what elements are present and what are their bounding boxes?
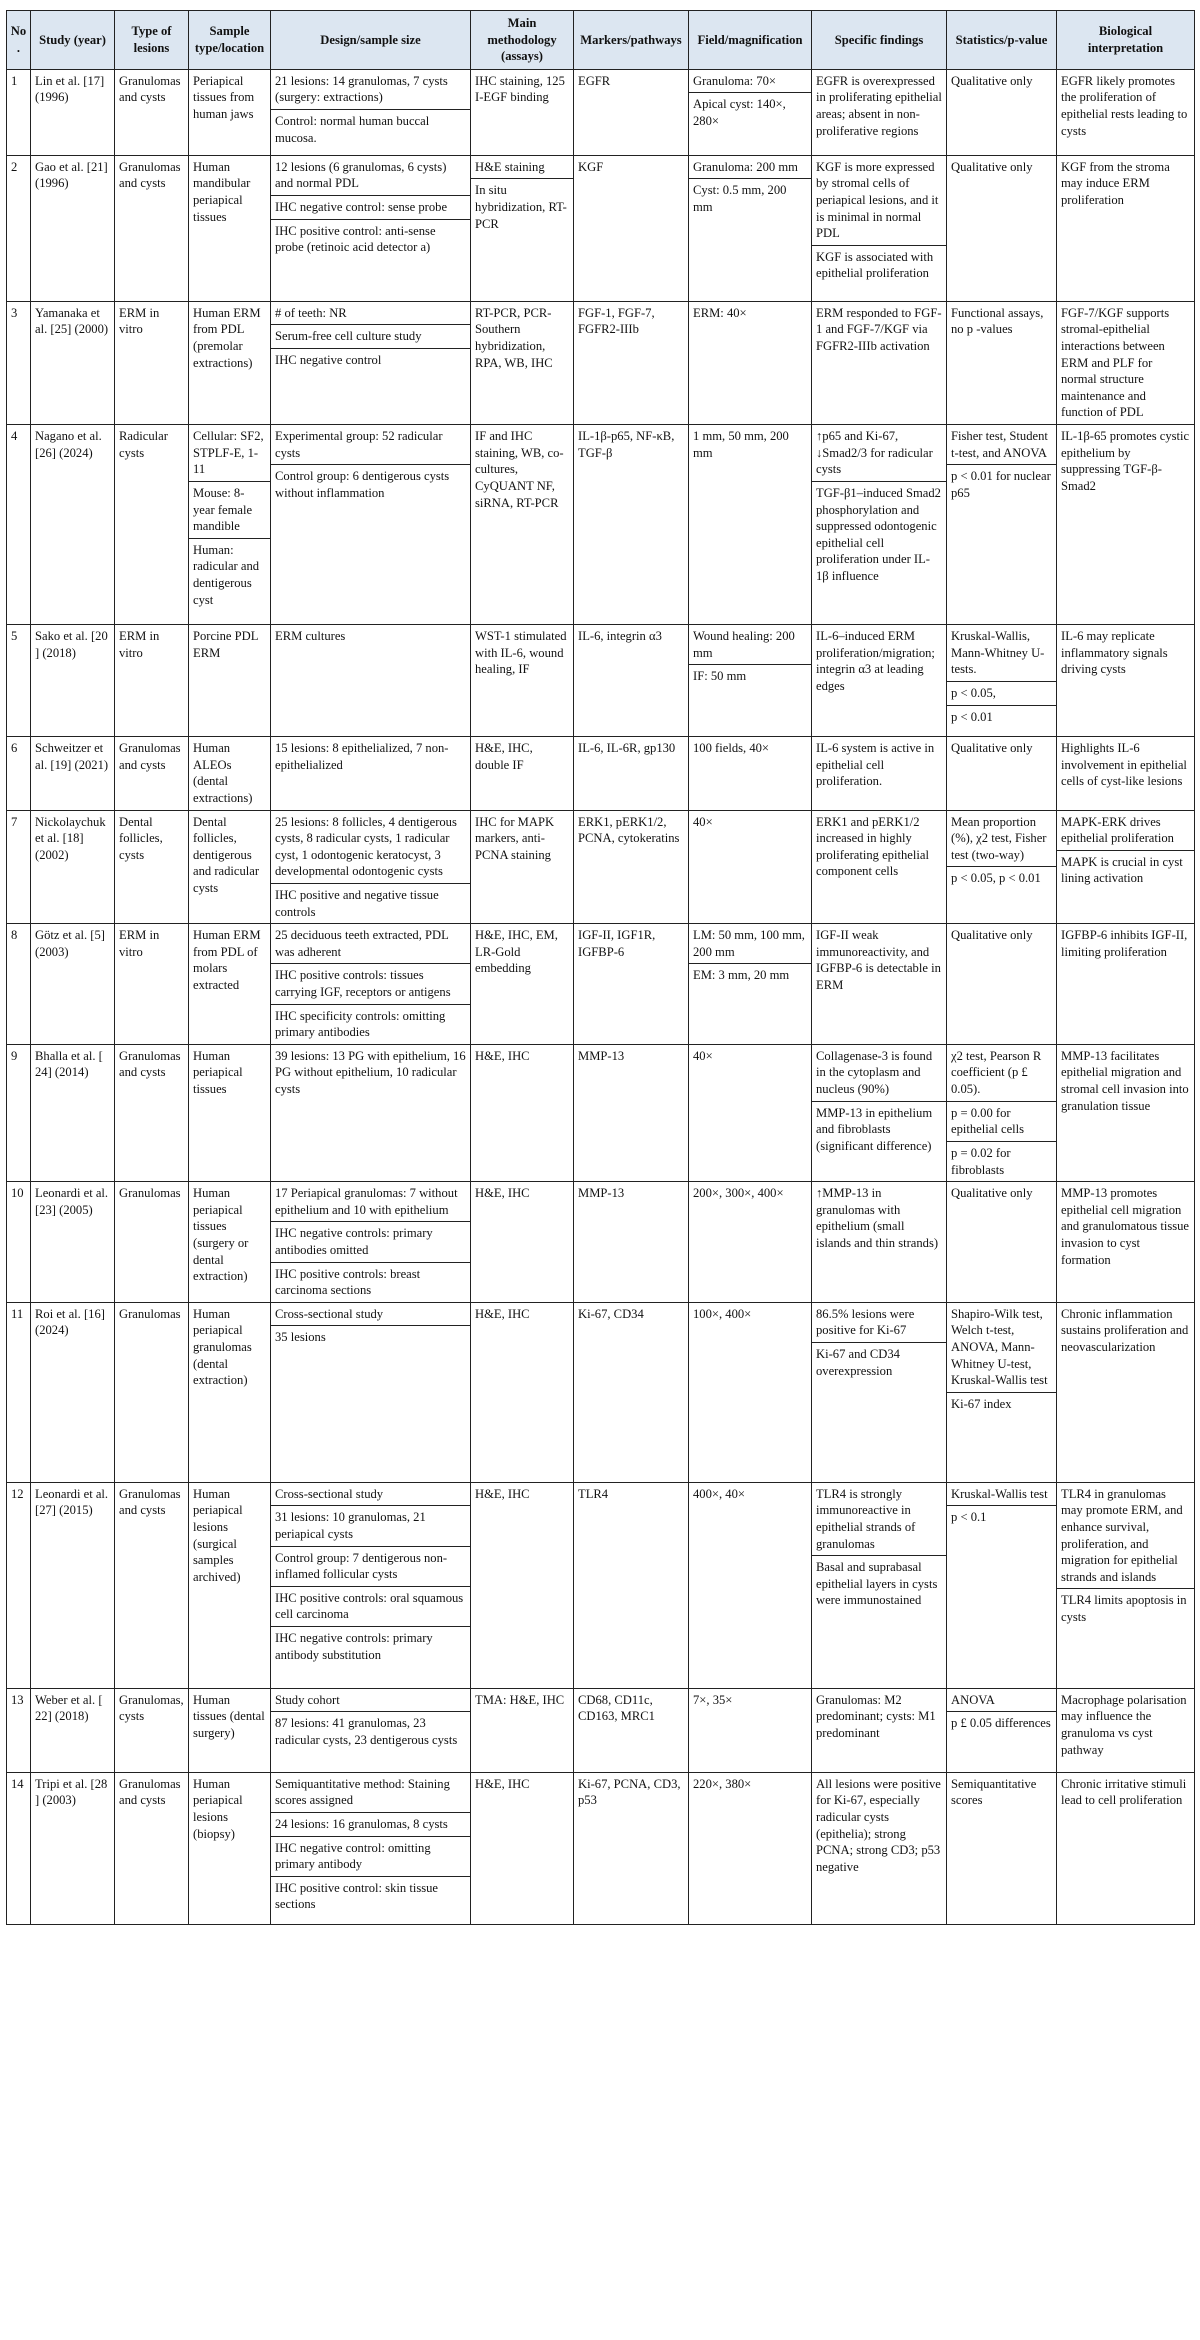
stats-cell-entry: Mean proportion (%), χ2 test, Fisher test (two-way): [947, 811, 1056, 868]
column-header: No.: [7, 11, 31, 70]
row-number: 10: [7, 1182, 31, 1303]
interpretation-cell: EGFR likely promotes the proliferation of epithelial rests leading to cysts: [1057, 69, 1195, 155]
methods-cell: H&E, IHC: [471, 1482, 574, 1688]
findings-cell: All lesions were positive for Ki-67, especially radicular cysts (epithelia); strong PCNA; strong CD3; p53 negative: [812, 1772, 947, 1924]
markers-cell: IGF-II, IGF1R, IGFBP-6: [574, 924, 689, 1045]
findings-cell: IL-6 system is active in epithelial cell proliferation.: [812, 737, 947, 810]
column-header: Statistics/p-value: [947, 11, 1057, 70]
design-cell: [271, 1772, 471, 1924]
findings-cell-entry: MMP-13 in epithelium and fibroblasts (significant difference): [816, 1105, 933, 1153]
methods-cell: H&E, IHC: [471, 1772, 574, 1924]
stats-cell: [947, 1482, 1057, 1688]
field-cell: 7×, 35×: [689, 1688, 812, 1772]
field-cell: 200×, 300×, 400×: [689, 1182, 812, 1303]
sample-cell-entry: Cellular: SF2, STPLF-E, 1-11: [189, 425, 270, 482]
field-cell: 400×, 40×: [689, 1482, 812, 1688]
findings-cell-entry: TLR4 is strongly immunoreactive in epithelial strands of granulomas: [812, 1483, 946, 1556]
design-cell-entry: IHC negative control: omitting primary antibody: [271, 1837, 470, 1877]
field-cell-entry: Granuloma: 200 mm: [689, 156, 811, 180]
design-cell: [271, 810, 471, 924]
lesion-type-cell: Granulomas and cysts: [115, 69, 189, 155]
interpretation-cell: [1057, 810, 1195, 924]
lesion-type-cell: Granulomas and cysts: [115, 155, 189, 301]
sample-cell-entry: Mouse: 8-year female mandible: [189, 482, 270, 539]
stats-cell: Qualitative only: [947, 155, 1057, 301]
row-number: 13: [7, 1688, 31, 1772]
markers-cell: Ki-67, PCNA, CD3, p53: [574, 1772, 689, 1924]
study-cell: Tripi et al. [28 ] (2003): [31, 1772, 115, 1924]
interpretation-cell-entry: MAPK-ERK drives epithelial proliferation: [1057, 811, 1194, 851]
interpretation-cell-entry: TLR4 in granulomas may promote ERM, and enhance survival, proliferation, and migration for epithelial strands and islands: [1057, 1483, 1194, 1590]
study-cell: Weber et al. [ 22] (2018): [31, 1688, 115, 1772]
sample-cell: Human periapical lesions (surgical samples archived): [189, 1482, 271, 1688]
field-cell-entry: EM: 3 mm, 20 mm: [693, 968, 790, 983]
field-cell-entry: IF: 50 mm: [693, 669, 747, 684]
methods-cell: H&E, IHC: [471, 1044, 574, 1181]
column-header: Sample type/location: [189, 11, 271, 70]
stats-cell-entry: χ2 test, Pearson R coefficient (p £ 0.05).: [947, 1045, 1056, 1102]
findings-cell-entry: KGF is associated with epithelial proliferation: [816, 249, 934, 281]
findings-cell: [812, 155, 947, 301]
findings-cell: [812, 1044, 947, 1181]
field-cell: [689, 155, 812, 301]
field-cell: [689, 924, 812, 1045]
field-cell: ERM: 40×: [689, 301, 812, 424]
markers-cell: MMP-13: [574, 1182, 689, 1303]
stats-cell: Qualitative only: [947, 737, 1057, 810]
stats-cell: Qualitative only: [947, 1182, 1057, 1303]
table-row: [7, 1482, 1195, 1688]
interpretation-cell: KGF from the stroma may induce ERM proliferation: [1057, 155, 1195, 301]
design-cell-entry: IHC positive control: skin tissue sections: [275, 1880, 439, 1912]
interpretation-cell: MMP-13 promotes epithelial cell migration and granulomatous tissue invasion to cyst formation: [1057, 1182, 1195, 1303]
sample-cell: Human tissues (dental surgery): [189, 1688, 271, 1772]
field-cell-entry: LM: 50 mm, 100 mm, 200 mm: [689, 924, 811, 964]
stats-cell: [947, 425, 1057, 625]
design-cell-entry: Experimental group: 52 radicular cysts: [271, 425, 470, 465]
interpretation-cell: Macrophage polarisation may influence the granuloma vs cyst pathway: [1057, 1688, 1195, 1772]
design-cell: [271, 1302, 471, 1482]
sample-cell: Human periapical tissues: [189, 1044, 271, 1181]
findings-cell: ↑MMP-13 in granulomas with epithelium (small islands and thin strands): [812, 1182, 947, 1303]
design-cell: ERM cultures: [271, 625, 471, 737]
table-body: [7, 69, 1195, 1924]
methods-cell-entry: In situ hybridization, RT-PCR: [475, 183, 567, 231]
stats-cell: [947, 1688, 1057, 1772]
study-cell: Roi et al. [16] (2024): [31, 1302, 115, 1482]
methods-cell: IHC staining, 125 I-EGF binding: [471, 69, 574, 155]
stats-cell: [947, 1302, 1057, 1482]
study-cell: Bhalla et al. [ 24] (2014): [31, 1044, 115, 1181]
interpretation-cell: [1057, 1482, 1195, 1688]
lesion-type-cell: Granulomas and cysts: [115, 737, 189, 810]
markers-cell: IL-6, IL-6R, gp130: [574, 737, 689, 810]
design-cell-entry: Control group: 6 dentigerous cysts without inflammation: [275, 469, 450, 500]
methods-cell-entry: H&E staining: [471, 156, 573, 180]
study-cell: Nickolaychuk et al. [18] (2002): [31, 810, 115, 924]
sample-cell: Human ALEOs (dental extractions): [189, 737, 271, 810]
findings-cell: IL-6–induced ERM proliferation/migration; integrin α3 at leading edges: [812, 625, 947, 737]
findings-cell-entry: Basal and suprabasal epithelial layers in cysts were immunostained: [816, 1560, 938, 1608]
sample-cell: Human mandibular periapical tissues: [189, 155, 271, 301]
design-cell: [271, 1182, 471, 1303]
row-number: 5: [7, 625, 31, 737]
sample-cell: Human periapical granulomas (dental extraction): [189, 1302, 271, 1482]
column-header: Study (year): [31, 11, 115, 70]
table-row: [7, 69, 1195, 155]
field-cell: 100 fields, 40×: [689, 737, 812, 810]
stats-cell: [947, 1044, 1057, 1181]
design-cell-entry: 35 lesions: [275, 1330, 326, 1345]
row-number: 9: [7, 1044, 31, 1181]
design-cell-entry: IHC negative controls: primary antibodies omitted: [271, 1222, 470, 1262]
field-cell: 40×: [689, 1044, 812, 1181]
markers-cell: IL-6, integrin α3: [574, 625, 689, 737]
field-cell: 100×, 400×: [689, 1302, 812, 1482]
design-cell-entry: # of teeth: NR: [271, 302, 470, 326]
table-row: [7, 425, 1195, 625]
lesion-type-cell: ERM in vitro: [115, 924, 189, 1045]
stats-cell-entry: p < 0.01: [951, 709, 993, 724]
field-cell-entry: Cyst: 0.5 mm, 200 mm: [693, 183, 787, 215]
design-cell-entry: 87 lesions: 41 granulomas, 23 radicular cysts, 23 dentigerous cysts: [275, 1716, 458, 1747]
interpretation-cell: IL-1β-65 promotes cystic epithelium by suppressing TGF-β-Smad2: [1057, 425, 1195, 625]
stats-cell: Functional assays, no p -values: [947, 301, 1057, 424]
sample-cell: Human ERM from PDL (premolar extractions): [189, 301, 271, 424]
stats-cell-entry: p < 0.01 for nuclear p65: [951, 469, 1051, 500]
design-cell-entry: IHC negative control: sense probe: [271, 196, 470, 220]
design-cell-entry: 25 deciduous teeth extracted, PDL was adherent: [271, 924, 470, 964]
findings-cell-entry: 86.5% lesions were positive for Ki-67: [812, 1303, 946, 1343]
markers-cell: EGFR: [574, 69, 689, 155]
methods-cell: IHC for MAPK markers, anti-PCNA staining: [471, 810, 574, 924]
lesion-type-cell: Granulomas: [115, 1302, 189, 1482]
stats-cell: Semiquantitative scores: [947, 1772, 1057, 1924]
design-cell-entry: 24 lesions: 16 granulomas, 8 cysts: [271, 1813, 470, 1837]
column-header: Type of lesions: [115, 11, 189, 70]
design-cell-entry: Cross-sectional study: [271, 1303, 470, 1327]
design-cell-entry: IHC negative control: [275, 353, 382, 368]
lesion-type-cell: Granulomas and cysts: [115, 1044, 189, 1181]
row-number: 8: [7, 924, 31, 1045]
sample-cell-entry: Human: radicular and dentigerous cyst: [193, 542, 260, 607]
column-header: Field/magnification: [689, 11, 812, 70]
column-header: Biological interpretation: [1057, 11, 1195, 70]
interpretation-cell: MMP-13 facilitates epithelial migration and stromal cell invasion into granulation tissue: [1057, 1044, 1195, 1181]
methods-cell: RT-PCR, PCR-Southern hybridization, RPA, WB, IHC: [471, 301, 574, 424]
study-cell: Yamanaka et al. [25] (2000): [31, 301, 115, 424]
table-row: [7, 810, 1195, 924]
sample-cell: Dental follicles, dentigerous and radicular cysts: [189, 810, 271, 924]
column-header: Markers/pathways: [574, 11, 689, 70]
design-cell-entry: IHC positive controls: oral squamous cell carcinoma: [271, 1587, 470, 1627]
sample-cell: Human periapical tissues (surgery or dental extraction): [189, 1182, 271, 1303]
interpretation-cell: IGFBP-6 inhibits IGF-II, limiting proliferation: [1057, 924, 1195, 1045]
design-cell-entry: IHC positive controls: tissues carrying IGF, receptors or antigens: [271, 964, 470, 1004]
row-number: 12: [7, 1482, 31, 1688]
field-cell: 1 mm, 50 mm, 200 mm: [689, 425, 812, 625]
markers-cell: MMP-13: [574, 1044, 689, 1181]
design-cell: [271, 69, 471, 155]
design-cell-entry: 12 lesions (6 granulomas, 6 cysts) and normal PDL: [271, 156, 470, 196]
methods-cell: H&E, IHC: [471, 1302, 574, 1482]
methods-cell: IF and IHC staining, WB, co-cultures, CyQUANT NF, siRNA, RT-PCR: [471, 425, 574, 625]
design-cell-entry: 21 lesions: 14 granulomas, 7 cysts (surgery: extractions): [271, 70, 470, 110]
table-row: [7, 155, 1195, 301]
stats-cell: [947, 625, 1057, 737]
findings-cell: [812, 425, 947, 625]
sample-cell: Periapical tissues from human jaws: [189, 69, 271, 155]
design-cell: [271, 301, 471, 424]
markers-cell: FGF-1, FGF-7, FGFR2-IIIb: [574, 301, 689, 424]
field-cell-entry: Granuloma: 70×: [689, 70, 811, 94]
stats-cell: Qualitative only: [947, 69, 1057, 155]
row-number: 4: [7, 425, 31, 625]
methods-cell: H&E, IHC, double IF: [471, 737, 574, 810]
stats-cell-entry: ANOVA: [947, 1689, 1056, 1713]
design-cell-entry: IHC specificity controls: omitting primary antibodies: [275, 1008, 446, 1040]
table-row: [7, 1044, 1195, 1181]
stats-cell-entry: p < 0.05, p < 0.01: [951, 871, 1041, 886]
sample-cell: Human ERM from PDL of molars extracted: [189, 924, 271, 1045]
methods-cell: TMA: H&E, IHC: [471, 1688, 574, 1772]
lesion-type-cell: Radicular cysts: [115, 425, 189, 625]
sample-cell: [189, 425, 271, 625]
markers-cell: CD68, CD11c, CD163, MRC1: [574, 1688, 689, 1772]
interpretation-cell: Highlights IL-6 involvement in epithelial cells of cyst-like lesions: [1057, 737, 1195, 810]
study-cell: Nagano et al. [26] (2024): [31, 425, 115, 625]
design-cell: [271, 425, 471, 625]
interpretation-cell-entry: MAPK is crucial in cyst lining activation: [1061, 854, 1183, 886]
design-cell-entry: IHC negative controls: primary antibody substitution: [275, 1631, 433, 1662]
design-cell: 15 lesions: 8 epithelialized, 7 non-epithelialized: [271, 737, 471, 810]
stats-cell-entry: p = 0.02 for fibroblasts: [951, 1145, 1011, 1177]
field-cell: 220×, 380×: [689, 1772, 812, 1924]
findings-cell-entry: ↑p65 and Ki-67, ↓Smad2/3 for radicular cysts: [812, 425, 946, 482]
table-row: [7, 301, 1195, 424]
markers-cell: ERK1, pERK1/2, PCNA, cytokeratins: [574, 810, 689, 924]
findings-cell-entry: Collagenase-3 is found in the cytoplasm and nucleus (90%): [812, 1045, 946, 1102]
table-row: [7, 1688, 1195, 1772]
findings-cell-entry: KGF is more expressed by stromal cells of periapical lesions, and it is minimal in normal PDL: [812, 156, 946, 246]
row-number: 6: [7, 737, 31, 810]
sample-cell: Human periapical lesions (biopsy): [189, 1772, 271, 1924]
lesion-type-cell: ERM in vitro: [115, 625, 189, 737]
header-row: [7, 11, 1195, 70]
table-row: [7, 1182, 1195, 1303]
field-cell-entry: Wound healing: 200 mm: [689, 625, 811, 665]
stats-cell-entry: p < 0.1: [951, 1510, 987, 1525]
interpretation-cell: IL-6 may replicate inflammatory signals driving cysts: [1057, 625, 1195, 737]
lesion-type-cell: Dental follicles, cysts: [115, 810, 189, 924]
interpretation-cell-entry: TLR4 limits apoptosis in cysts: [1061, 1593, 1187, 1625]
column-header: Main methodology (assays): [471, 11, 574, 70]
study-cell: Schweitzer et al. [19] (2021): [31, 737, 115, 810]
row-number: 1: [7, 69, 31, 155]
findings-cell: Granulomas: M2 predominant; cysts: M1 predominant: [812, 1688, 947, 1772]
design-cell-entry: Study cohort: [271, 1689, 470, 1713]
design-cell: [271, 1688, 471, 1772]
column-header: Design/sample size: [271, 11, 471, 70]
findings-cell: ERM responded to FGF-1 and FGF-7/KGF via FGFR2-IIIb activation: [812, 301, 947, 424]
design-cell: [271, 155, 471, 301]
row-number: 11: [7, 1302, 31, 1482]
design-cell-entry: Cross-sectional study: [271, 1483, 470, 1507]
stats-cell-entry: Fisher test, Student t-test, and ANOVA: [947, 425, 1056, 465]
study-cell: Leonardi et al. [23] (2005): [31, 1182, 115, 1303]
design-cell-entry: 25 lesions: 8 follicles, 4 dentigerous cysts, 8 radicular cysts, 1 radicular cyst, 1 odontogenic keratocyst, 3 developmental odontogenic cysts: [271, 811, 470, 884]
stats-cell-entry: Kruskal-Wallis test: [947, 1483, 1056, 1507]
design-cell-entry: Control group: 7 dentigerous non-inflamed follicular cysts: [271, 1547, 470, 1587]
study-cell: Götz et al. [5] (2003): [31, 924, 115, 1045]
stats-cell-entry: Shapiro-Wilk test, Welch t-test, ANOVA, Mann-Whitney U-test, Kruskal-Wallis test: [947, 1303, 1056, 1393]
methods-cell: WST-1 stimulated with IL-6, wound healing, IF: [471, 625, 574, 737]
stats-cell-entry: Kruskal-Wallis, Mann-Whitney U-tests.: [947, 625, 1056, 682]
design-cell-entry: Control: normal human buccal mucosa.: [275, 114, 430, 145]
row-number: 7: [7, 810, 31, 924]
interpretation-cell: Chronic inflammation sustains proliferation and neovascularization: [1057, 1302, 1195, 1482]
field-cell: 40×: [689, 810, 812, 924]
study-table: [6, 10, 1195, 1925]
markers-cell: KGF: [574, 155, 689, 301]
design-cell-entry: IHC positive control: anti-sense probe (retinoic acid detector a): [275, 223, 436, 255]
methods-cell: [471, 155, 574, 301]
interpretation-cell: Chronic irritative stimuli lead to cell proliferation: [1057, 1772, 1195, 1924]
design-cell-entry: Semiquantitative method: Staining scores assigned: [271, 1773, 470, 1813]
methods-cell: H&E, IHC, EM, LR-Gold embedding: [471, 924, 574, 1045]
stats-cell-entry: p £ 0.05 differences: [951, 1716, 1051, 1731]
field-cell: [689, 69, 812, 155]
design-cell-entry: Serum-free cell culture study: [271, 325, 470, 349]
stats-cell: [947, 810, 1057, 924]
design-cell-entry: IHC positive controls: breast carcinoma sections: [275, 1266, 421, 1298]
table-row: [7, 924, 1195, 1045]
design-cell: [271, 1482, 471, 1688]
table-row: [7, 737, 1195, 810]
design-cell-entry: 31 lesions: 10 granulomas, 21 periapical cysts: [271, 1506, 470, 1546]
stats-cell: Qualitative only: [947, 924, 1057, 1045]
lesion-type-cell: Granulomas: [115, 1182, 189, 1303]
markers-cell: IL-1β-p65, NF-κB, TGF-β: [574, 425, 689, 625]
table-row: [7, 625, 1195, 737]
stats-cell-entry: p < 0.05,: [947, 682, 1056, 706]
design-cell-entry: 17 Periapical granulomas: 7 without epithelium and 10 with epithelium: [271, 1182, 470, 1222]
stats-cell-entry: Ki-67 index: [951, 1396, 1012, 1411]
row-number: 3: [7, 301, 31, 424]
table-row: [7, 1302, 1195, 1482]
row-number: 14: [7, 1772, 31, 1924]
column-header: Specific findings: [812, 11, 947, 70]
field-cell-entry: Apical cyst: 140×, 280×: [693, 97, 786, 129]
study-cell: Leonardi et al. [27] (2015): [31, 1482, 115, 1688]
methods-cell: H&E, IHC: [471, 1182, 574, 1303]
design-cell: 39 lesions: 13 PG with epithelium, 16 PG without epithelium, 10 radicular cysts: [271, 1044, 471, 1181]
field-cell: [689, 625, 812, 737]
findings-cell: [812, 1302, 947, 1482]
lesion-type-cell: Granulomas, cysts: [115, 1688, 189, 1772]
findings-cell: ERK1 and pERK1/2 increased in highly proliferating epithelial component cells: [812, 810, 947, 924]
markers-cell: TLR4: [574, 1482, 689, 1688]
stats-cell-entry: p = 0.00 for epithelial cells: [947, 1102, 1056, 1142]
sample-cell: Porcine PDL ERM: [189, 625, 271, 737]
row-number: 2: [7, 155, 31, 301]
study-cell: Sako et al. [20 ] (2018): [31, 625, 115, 737]
study-cell: Gao et al. [21] (1996): [31, 155, 115, 301]
lesion-type-cell: Granulomas and cysts: [115, 1482, 189, 1688]
lesion-type-cell: Granulomas and cysts: [115, 1772, 189, 1924]
findings-cell-entry: Ki-67 and CD34 overexpression: [816, 1346, 900, 1378]
table-row: [7, 1772, 1195, 1924]
markers-cell: Ki-67, CD34: [574, 1302, 689, 1482]
lesion-type-cell: ERM in vitro: [115, 301, 189, 424]
interpretation-cell: FGF-7/KGF supports stromal-epithelial interactions between ERM and PLF for normal structure maintenance and function of PDL: [1057, 301, 1195, 424]
study-cell: Lin et al. [17] (1996): [31, 69, 115, 155]
findings-cell: IGF-II weak immunoreactivity, and IGFBP-6 is detectable in ERM: [812, 924, 947, 1045]
design-cell: [271, 924, 471, 1045]
design-cell-entry: IHC positive and negative tissue controls: [275, 887, 439, 919]
findings-cell-entry: TGF-β1–induced Smad2 phosphorylation and suppressed odontogenic epithelial cell proliferation under IL-1β influence: [816, 485, 941, 583]
findings-cell: [812, 1482, 947, 1688]
findings-cell: EGFR is overexpressed in proliferating epithelial areas; absent in non-proliferative regions: [812, 69, 947, 155]
